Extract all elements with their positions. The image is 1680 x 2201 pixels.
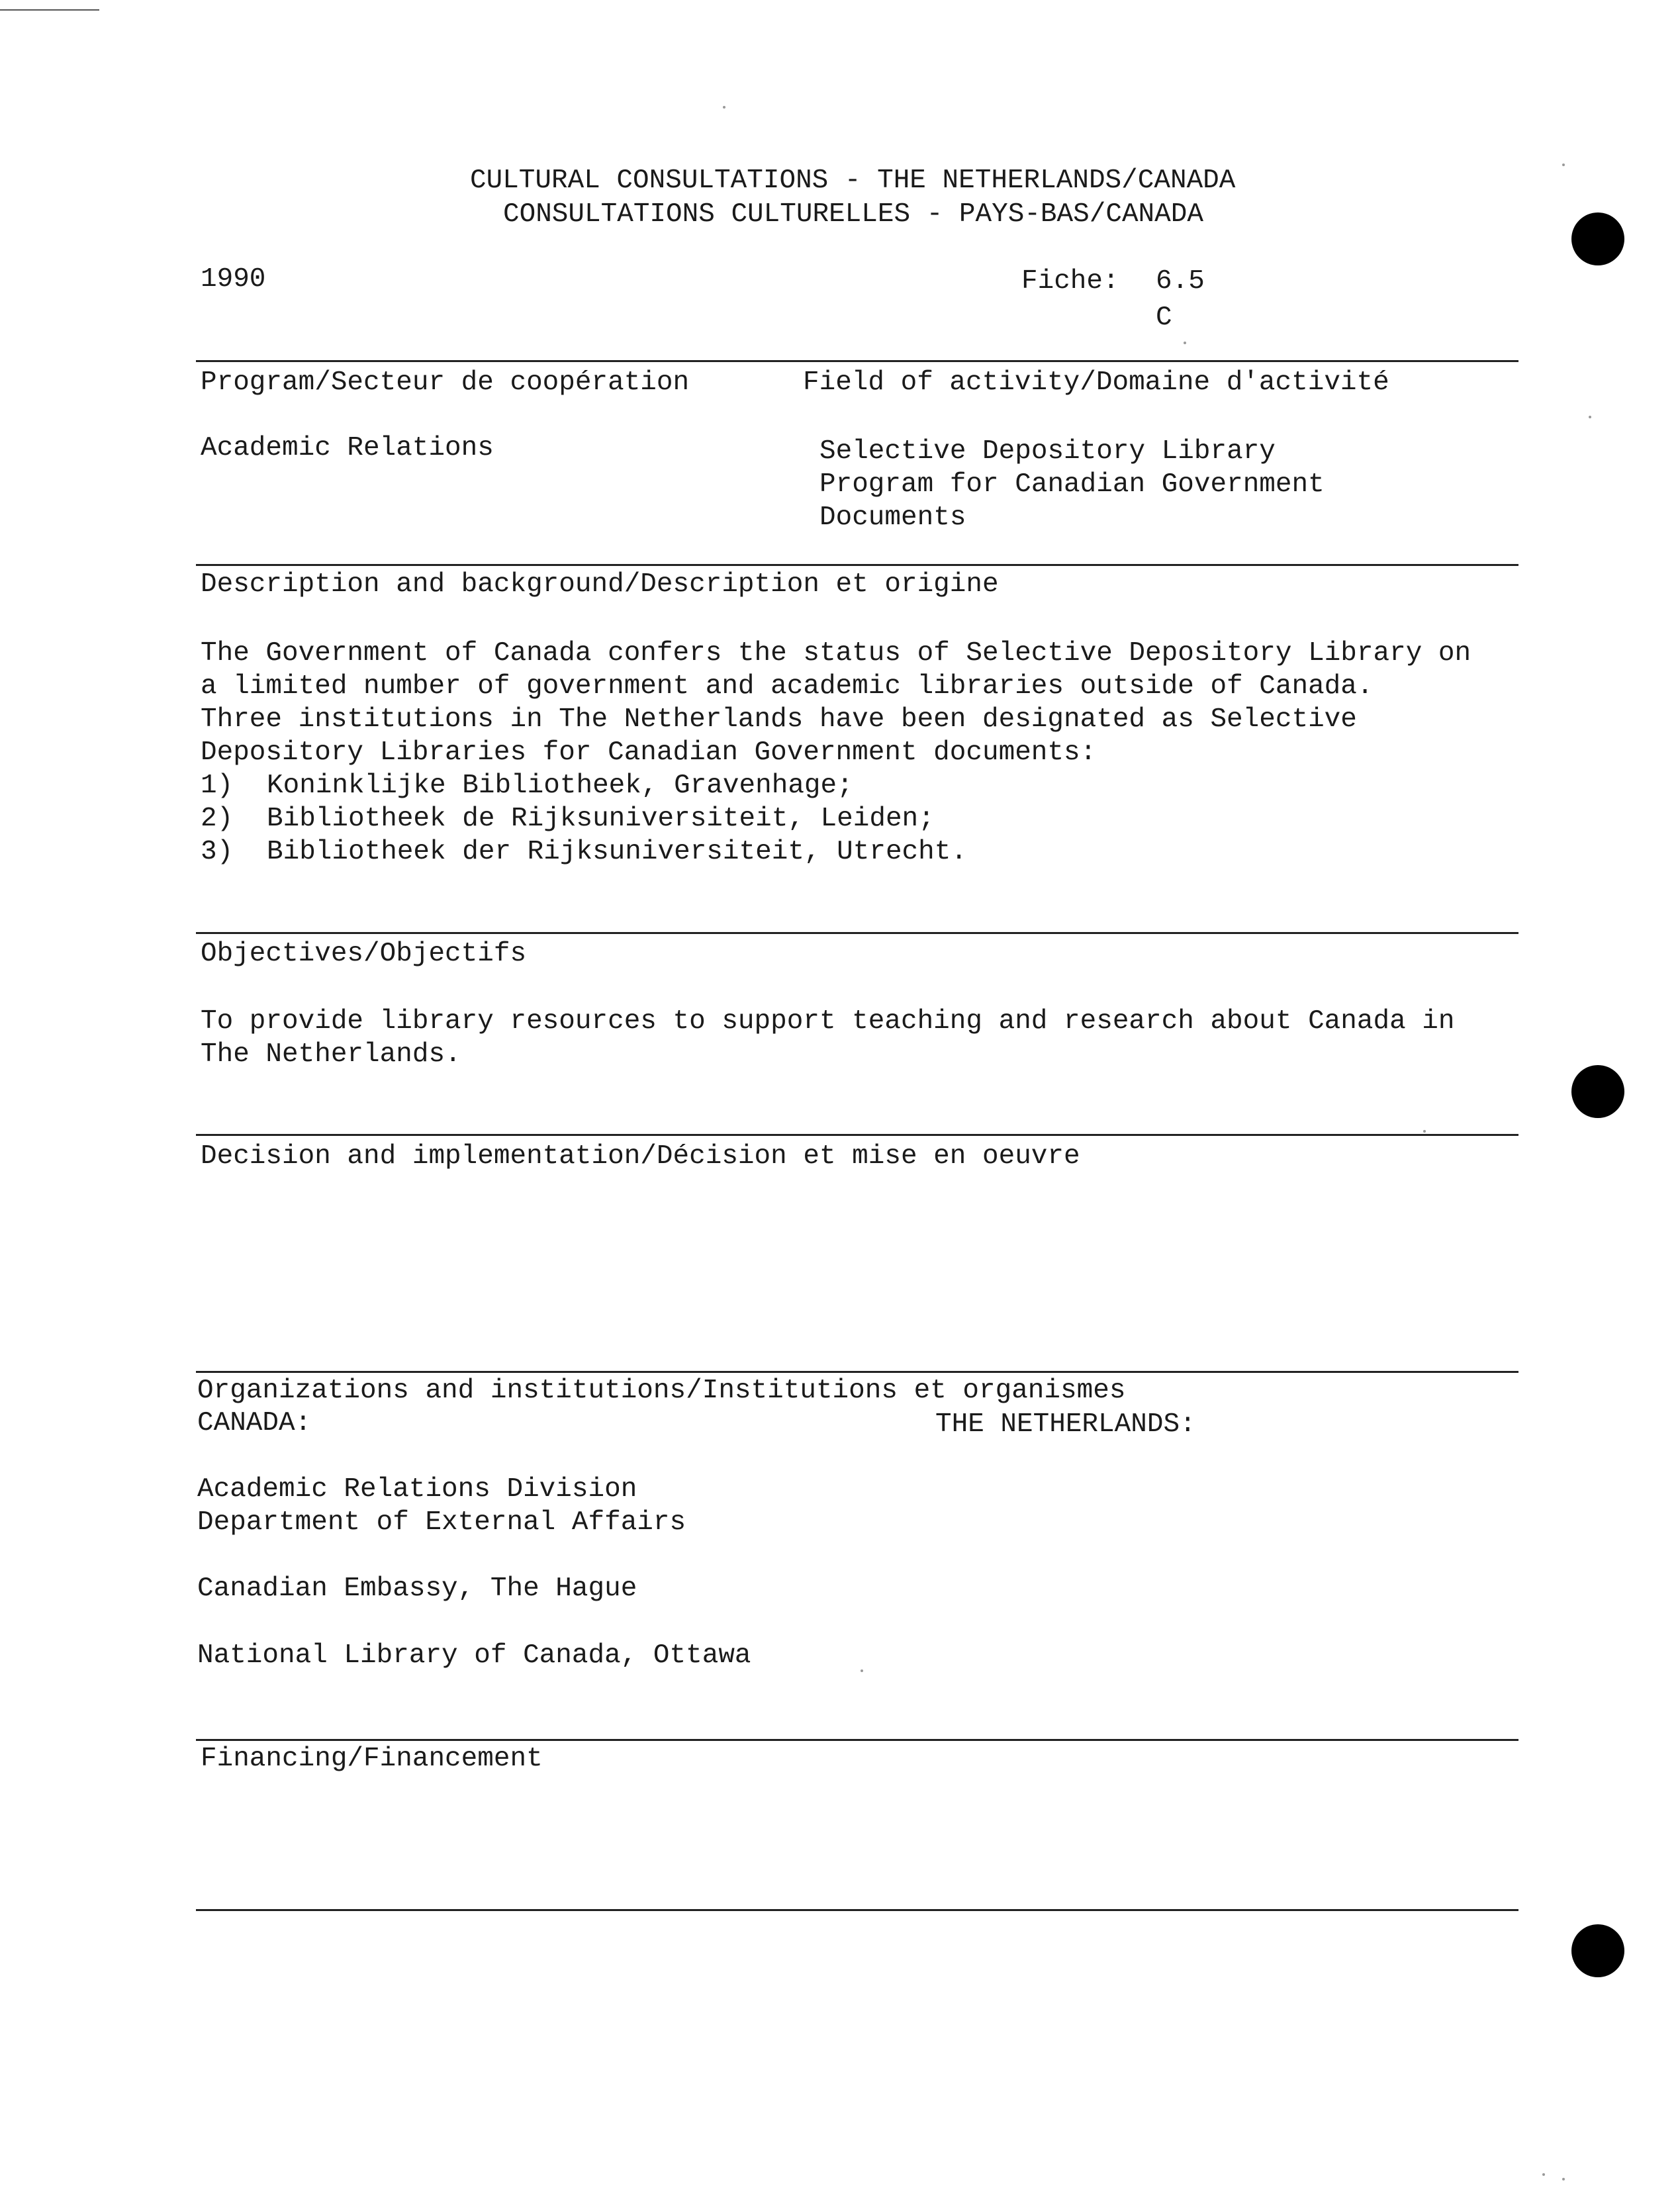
canada-entry: Canadian Embassy, The Hague bbox=[197, 1573, 637, 1604]
description-heading: Description and background/Description et origine bbox=[201, 569, 999, 600]
divider bbox=[196, 932, 1518, 934]
scan-speck bbox=[1589, 416, 1591, 418]
field-value-line: Selective Depository Library bbox=[819, 436, 1276, 467]
organizations-heading: Organizations and institutions/Institutions et organismes bbox=[197, 1376, 1126, 1406]
canada-label: CANADA: bbox=[197, 1408, 312, 1438]
scan-speck bbox=[1184, 342, 1186, 344]
canada-entry: National Library of Canada, Ottawa bbox=[197, 1640, 751, 1671]
scan-speck bbox=[1562, 164, 1565, 166]
fiche-letter: C bbox=[1156, 303, 1172, 333]
list-item-text: Bibliotheek de Rijksuniversiteit, Leiden; bbox=[267, 804, 935, 834]
divider bbox=[196, 1371, 1518, 1373]
divider bbox=[196, 1909, 1518, 1911]
divider bbox=[196, 1739, 1518, 1741]
list-item-number: 3) bbox=[201, 837, 234, 867]
divider bbox=[196, 564, 1518, 566]
objectives-heading: Objectives/Objectifs bbox=[201, 939, 527, 969]
description-line: The Government of Canada confers the status of Selective Depository Library on bbox=[201, 638, 1471, 669]
description-line: a limited number of government and academic libraries outside of Canada. bbox=[201, 671, 1374, 702]
list-item-text: Koninklijke Bibliotheek, Gravenhage; bbox=[267, 771, 853, 801]
scan-speck bbox=[1542, 2173, 1545, 2176]
objectives-line: To provide library resources to support teaching and research about Canada in bbox=[201, 1006, 1455, 1037]
scan-speck bbox=[723, 106, 725, 109]
program-value: Academic Relations bbox=[201, 433, 494, 463]
financing-heading: Financing/Financement bbox=[201, 1744, 543, 1774]
punch-hole bbox=[1571, 1924, 1624, 1977]
divider bbox=[196, 1134, 1518, 1136]
objectives-line: The Netherlands. bbox=[201, 1039, 461, 1070]
fiche-number: 6.5 bbox=[1156, 266, 1205, 297]
fiche-label: Fiche: bbox=[1021, 266, 1119, 297]
canada-entry: Academic Relations Division bbox=[197, 1474, 637, 1505]
title-english: CULTURAL CONSULTATIONS - THE NETHERLANDS/CANADA bbox=[470, 165, 1236, 196]
program-label: Program/Secteur de coopération bbox=[201, 367, 690, 398]
netherlands-label: THE NETHERLANDS: bbox=[935, 1409, 1196, 1440]
decision-heading: Decision and implementation/Décision et mise en oeuvre bbox=[201, 1141, 1080, 1172]
canada-entry: Department of External Affairs bbox=[197, 1507, 686, 1538]
corner-mark bbox=[0, 9, 99, 11]
scan-speck bbox=[1423, 1130, 1426, 1133]
scan-speck bbox=[1562, 2178, 1565, 2180]
field-value-line: Program for Canadian Government bbox=[819, 469, 1325, 500]
description-line: Depository Libraries for Canadian Government documents: bbox=[201, 737, 1097, 768]
list-item-text: Bibliotheek der Rijksuniversiteit, Utrecht. bbox=[267, 837, 967, 867]
scan-speck bbox=[861, 1669, 863, 1672]
title-french: CONSULTATIONS CULTURELLES - PAYS-BAS/CANADA bbox=[503, 199, 1203, 230]
field-value-line: Documents bbox=[819, 502, 966, 533]
year: 1990 bbox=[201, 264, 266, 295]
list-item-number: 2) bbox=[201, 804, 234, 834]
list-item-number: 1) bbox=[201, 771, 234, 801]
field-label: Field of activity/Domaine d'activité bbox=[803, 367, 1389, 398]
divider bbox=[196, 360, 1518, 362]
description-line: Three institutions in The Netherlands have been designated as Selective bbox=[201, 704, 1357, 735]
punch-hole bbox=[1571, 212, 1624, 265]
punch-hole bbox=[1571, 1065, 1624, 1118]
